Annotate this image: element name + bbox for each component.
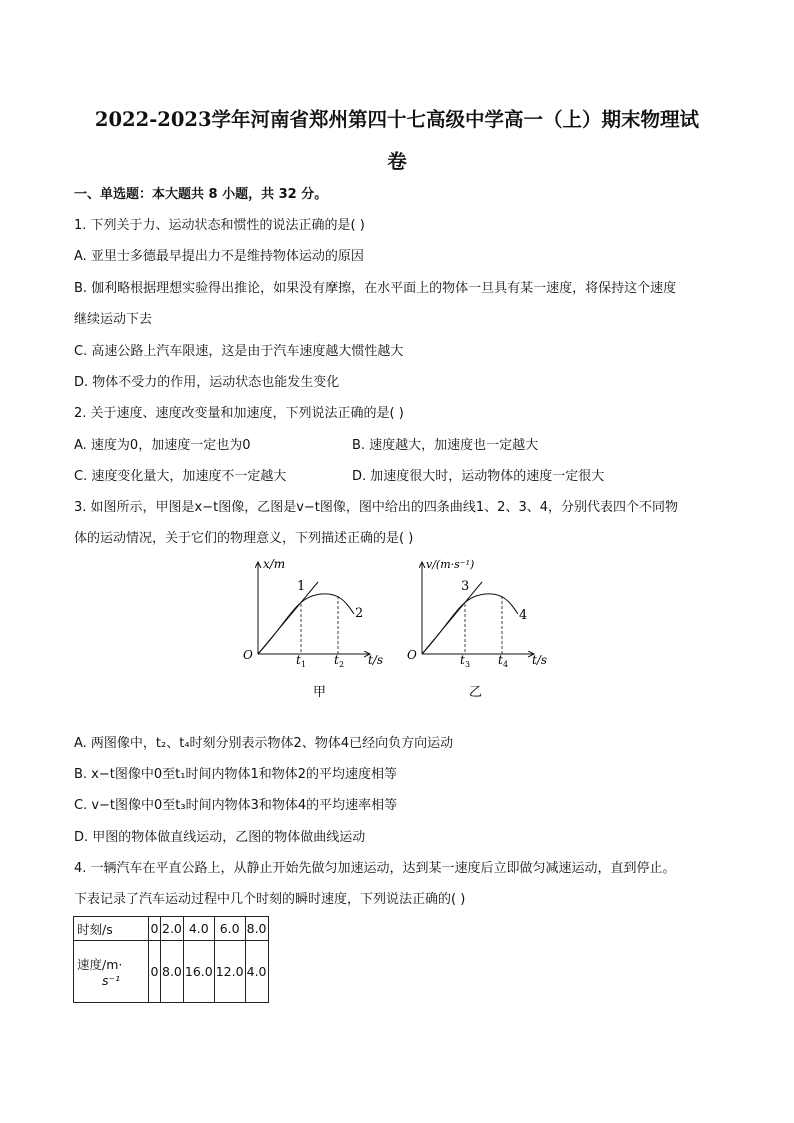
curve-2 bbox=[258, 594, 354, 654]
q3-option-c: C. v−t图像中0至t₃时间内物体3和物体4的平均速率相等 bbox=[74, 798, 398, 813]
q2-option-c: C. 速度变化量大，加速度不一定越大 bbox=[74, 469, 287, 484]
speed-header-line1: 速度/m· bbox=[77, 957, 123, 972]
table-row-speed bbox=[74, 941, 269, 1003]
t4-label: t bbox=[498, 653, 503, 667]
curve-4-label: 4 bbox=[519, 608, 528, 623]
x-axis-label: t/s bbox=[532, 653, 548, 667]
q4-stem-line1: 4. 一辆汽车在平直公路上，从静止开始先做匀加速运动，达到某一速度后立即做匀减速运动，直到停止。 bbox=[74, 861, 676, 876]
t2-label: t bbox=[334, 653, 339, 667]
q3-figure-left bbox=[236, 556, 396, 706]
table-cell: 8.0 bbox=[161, 941, 184, 1003]
table-cell: 12.0 bbox=[214, 941, 245, 1003]
page-title-line2: 卷 bbox=[387, 150, 407, 173]
table-cell: 0 bbox=[149, 941, 161, 1003]
table-header-time: 时刻/s bbox=[74, 917, 149, 941]
q4-stem-line2: 下表记录了汽车运动过程中几个时刻的瞬时速度，下列说法正确的( ) bbox=[74, 892, 466, 907]
q1-option-b-line1: B. 伽利略根据理想实验得出推论，如果没有摩擦，在水平面上的物体一旦具有某一速度，将保持这个速度 bbox=[74, 281, 677, 296]
figure-caption-jia: 甲 bbox=[313, 685, 327, 700]
curve-3-label: 3 bbox=[461, 579, 470, 594]
t1-label: t bbox=[296, 653, 301, 667]
table-header-speed bbox=[74, 941, 149, 1003]
curve-4 bbox=[422, 594, 518, 654]
q2-option-b: B. 速度越大，加速度也一定越大 bbox=[352, 438, 539, 453]
table-cell: 0 bbox=[149, 917, 161, 941]
q3-figure-right bbox=[400, 556, 560, 706]
section-heading: 一、单选题：本大题共 8 小题，共 32 分。 bbox=[74, 187, 328, 202]
origin-label: O bbox=[407, 648, 417, 662]
speed-header-line2: s⁻¹ bbox=[101, 973, 121, 988]
y-axis-label: x/m bbox=[263, 557, 286, 571]
t1-subscript: 1 bbox=[301, 660, 307, 669]
table-row-time bbox=[74, 917, 269, 941]
q1-stem: 1. 下列关于力、运动状态和惯性的说法正确的是( ) bbox=[74, 218, 365, 233]
table-cell: 6.0 bbox=[214, 917, 245, 941]
table-cell: 8.0 bbox=[245, 917, 268, 941]
q3-option-a: A. 两图像中，t₂、t₄时刻分别表示物体2、物体4已经向负方向运动 bbox=[74, 736, 454, 751]
q3-stem-line1: 3. 如图所示，甲图是x−t图像，乙图是v−t图像，图中给出的四条曲线1、2、3、4，分别代表四个不同物 bbox=[74, 500, 678, 515]
q1-option-c: C. 高速公路上汽车限速，这是由于汽车速度越大惯性越大 bbox=[74, 344, 404, 359]
q1-option-b-line2: 继续运动下去 bbox=[74, 312, 153, 327]
page-title-line1: 2022-2023学年河南省郑州第四十七高级中学高一（上）期末物理试 bbox=[94, 108, 700, 131]
t2-subscript: 2 bbox=[339, 660, 345, 669]
curve-2-label: 2 bbox=[355, 606, 364, 621]
q2-stem: 2. 关于速度、速度改变量和加速度，下列说法正确的是( ) bbox=[74, 406, 404, 421]
q1-option-a: A. 亚里士多德最早提出力不是维持物体运动的原因 bbox=[74, 249, 364, 264]
q3-option-b: B. x−t图像中0至t₁时间内物体1和物体2的平均速度相等 bbox=[74, 767, 397, 782]
t3-label: t bbox=[460, 653, 465, 667]
table-cell: 2.0 bbox=[161, 917, 184, 941]
y-axis-label: v/(m·s⁻¹) bbox=[426, 558, 475, 571]
t4-subscript: 4 bbox=[503, 660, 509, 669]
curve-1-label: 1 bbox=[297, 579, 306, 594]
t3-subscript: 3 bbox=[465, 660, 471, 669]
table-cell: 16.0 bbox=[183, 941, 214, 1003]
table-cell: 4.0 bbox=[245, 941, 268, 1003]
q3-option-d: D. 甲图的物体做直线运动，乙图的物体做曲线运动 bbox=[74, 830, 366, 845]
origin-label: O bbox=[243, 648, 253, 662]
q1-option-d: D. 物体不受力的作用，运动状态也能发生变化 bbox=[74, 375, 340, 390]
table-cell: 4.0 bbox=[183, 917, 214, 941]
q3-stem-line2: 体的运动情况，关于它们的物理意义，下列描述正确的是( ) bbox=[74, 531, 414, 546]
q2-option-a: A. 速度为0，加速度一定也为0 bbox=[74, 438, 251, 453]
figure-caption-yi: 乙 bbox=[469, 685, 483, 700]
q4-data-table bbox=[73, 916, 269, 1003]
q2-option-d: D. 加速度很大时，运动物体的速度一定很大 bbox=[352, 469, 605, 484]
x-axis-label: t/s bbox=[368, 653, 384, 667]
